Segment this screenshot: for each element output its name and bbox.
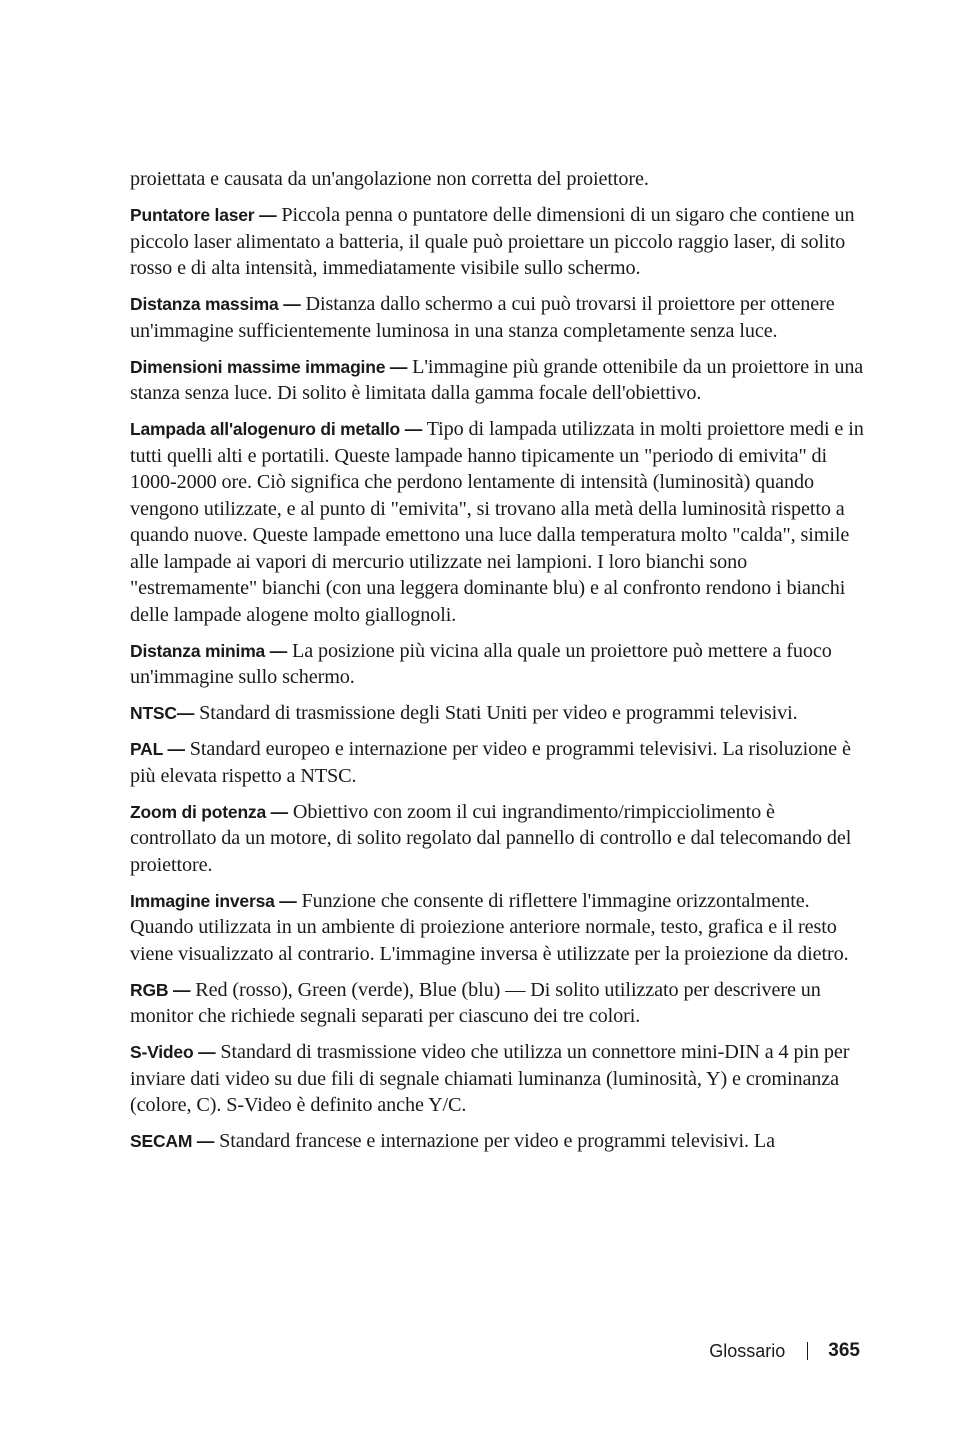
glossary-term: Zoom di potenza — <box>130 801 288 822</box>
glossary-entry-secam <box>130 1128 866 1155</box>
glossary-entry-puntatore-laser <box>130 202 866 282</box>
glossary-definition: Standard francese e internazione per video e programmi televisivi. La <box>214 1130 775 1152</box>
glossary-definition: Piccola penna o puntatore delle dimensioni di un sigaro che contiene un piccolo laser alimentato a batteria, il quale può proiettare un piccolo raggio laser, di solito rosso e di alta intensità, immediatamente visibile sullo schermo. <box>130 204 855 279</box>
glossary-entry-pal <box>130 736 866 789</box>
glossary-entry-lampada-alogenuro <box>130 416 866 628</box>
intro-paragraph <box>130 166 866 193</box>
glossary-term: SECAM — <box>130 1131 215 1151</box>
glossary-term: Immagine inversa — <box>130 890 297 911</box>
glossary-entry-distanza-massima <box>130 291 866 344</box>
glossary-entry-rgb <box>130 977 866 1030</box>
glossary-term: PAL — <box>130 739 185 759</box>
glossary-term: Distanza minima — <box>130 640 288 661</box>
glossary-definition: Funzione che consente di riflettere l'immagine orizzontalmente. Quando utilizzata in un ambiente di proiezione anteriore normale, testo, grafica e il resto viene visualizzato al contrario. L'immagine inversa è utilizzate per la proiezione da dietro. <box>130 889 849 965</box>
glossary-entry-s-video <box>130 1039 866 1119</box>
glossary-term: Puntatore laser — <box>130 205 277 225</box>
glossary-entry-dimensioni-massime-immagine <box>130 354 866 407</box>
glossary-definition: Tipo di lampada utilizzata in molti proiettore medi e in tutti quelli alti e portatili. Queste lampade hanno tipicamente un "periodo di emivita" di 1000-2000 ore. Ciò significa che perdono lentamente di intensità (luminosità) quando vengono utilizzate, e al punto di "emivita", si trovano alla metà della luminosità rispetto a quando nuove. Queste lampade emettono una luce dalla temperatura molto "calda", simile alle lampade ai vapori di mercurio utilizzate nei lampioni. I loro bianchi sono "estremamente" bianchi (con una leggera dominante blu) e al confronto rendono i bianchi delle lampade alogene molto giallognoli. <box>130 418 864 626</box>
glossary-entry-zoom-di-potenza <box>130 799 866 879</box>
glossary-definition: Red (rosso), Green (verde), Blue (blu) — Di solito utilizzato per descrivere un monitor che richiede segnali separati per ciascuno dei tre colori. <box>130 978 821 1027</box>
page-number: 365 <box>828 1340 860 1361</box>
glossary-definition: La posizione più vicina alla quale un proiettore può mettere a fuoco un'immagine sullo schermo. <box>130 639 832 688</box>
glossary-term: NTSC— <box>130 703 195 723</box>
glossary-entry-immagine-inversa <box>130 888 866 968</box>
glossary-term: RGB — <box>130 979 191 1000</box>
glossary-entry-ntsc <box>130 700 866 727</box>
footer-section-title: Glossario <box>709 1341 786 1361</box>
glossary-definition: Obiettivo con zoom il cui ingrandimento/rimpicciolimento è controllato da un motore, di solito regolato dal pannello di controllo e dal telecomando del proiettore. <box>130 800 852 876</box>
page-footer <box>709 1339 860 1363</box>
glossary-term: S-Video — <box>130 1042 216 1062</box>
footer-divider <box>807 1342 808 1360</box>
glossary-term: Lampada all'alogenuro di metallo — <box>130 419 422 439</box>
glossary-definition: Distanza dallo schermo a cui può trovarsi il proiettore per ottenere un'immagine sufficientemente luminosa in una stanza completamente senza luce. <box>130 293 835 342</box>
glossary-definition: Standard europeo e internazione per video e programmi televisivi. La risoluzione è più elevata rispetto a NTSC. <box>130 738 851 787</box>
glossary-term: Distanza massima — <box>130 294 301 314</box>
glossary-term: Dimensioni massime immagine — <box>130 356 408 377</box>
intro-text: proiettata e causata da un'angolazione non corretta del proiettore. <box>130 168 649 190</box>
glossary-entry-distanza-minima <box>130 638 866 691</box>
glossary-definition: Standard di trasmissione video che utilizza un connettore mini-DIN a 4 pin per inviare dati video su due fili di segnale chiamati luminanza (luminosità, Y) e crominanza (colore, C). S-Video è definito anche Y/C. <box>130 1041 850 1116</box>
glossary-content <box>130 166 866 1164</box>
glossary-definition: Standard di trasmissione degli Stati Uniti per video e programmi televisivi. <box>194 702 798 724</box>
glossary-definition: L'immagine più grande ottenibile da un proiettore in una stanza senza luce. Di solito è limitata dalla gamma focale dell'obiettivo. <box>130 355 864 404</box>
